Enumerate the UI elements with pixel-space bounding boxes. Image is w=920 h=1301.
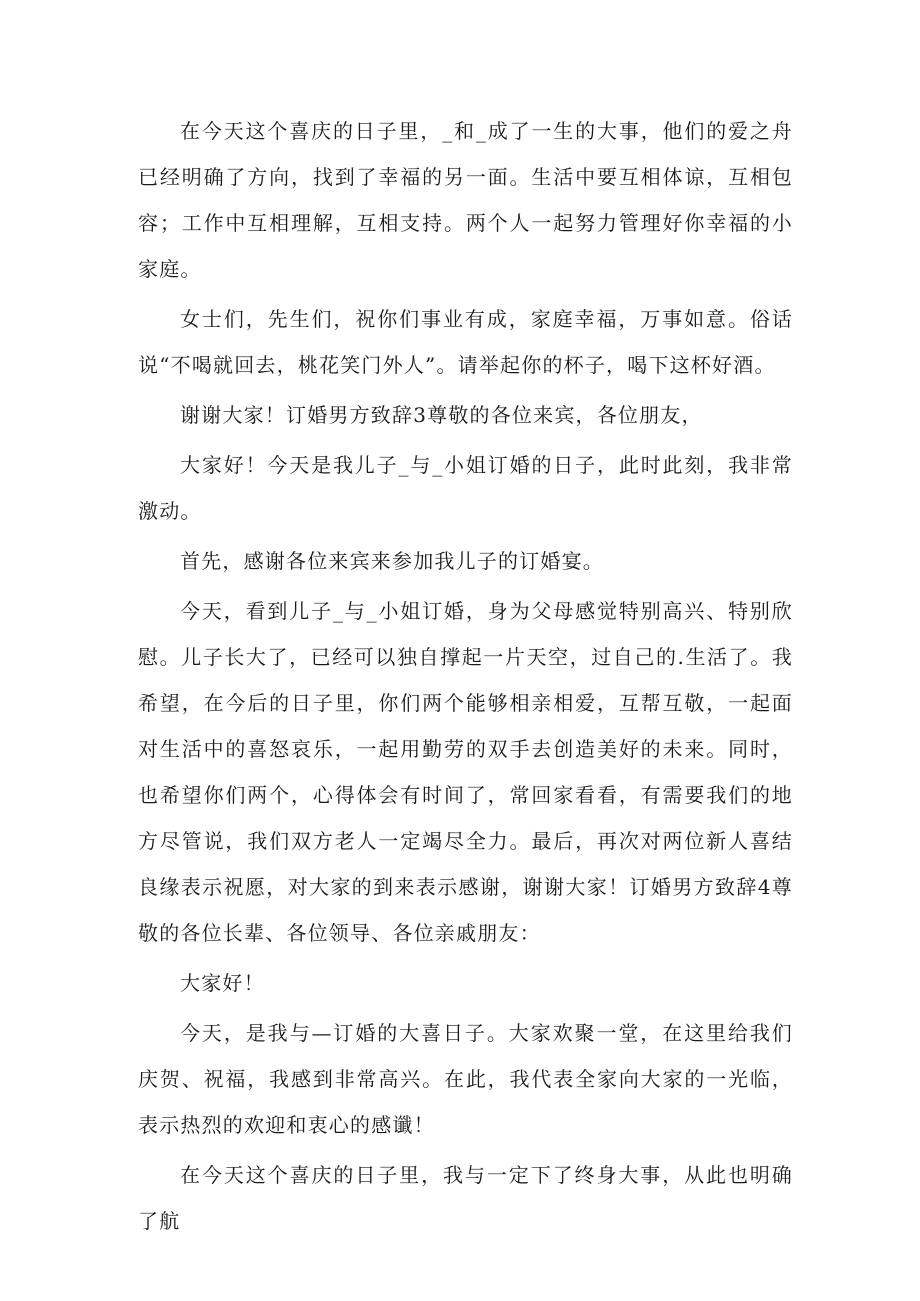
paragraph-9: 在今天这个喜庆的日子里，我与一定下了终身大事，从此也明确了航 — [138, 1163, 793, 1233]
paragraph-7: 大家好！ — [180, 971, 265, 995]
paragraph-3: 谢谢大家！订婚男方致辞3尊敬的各位来宾，各位朋友， — [180, 403, 703, 427]
paragraph-5: 首先，感谢各位来宾来参加我儿子的订婚宴。 — [180, 549, 604, 573]
paragraph-4: 大家好！今天是我儿子_与_小姐订婚的日子，此时此刻，我非常激动。 — [138, 453, 793, 523]
paragraph-6: 今天，看到儿子_与_小姐订婚，身为父母感觉特别高兴、特别欣慰。儿子长大了，已经可以独自撑起一片天空，过自己的.生活了。我希望，在今后的日子里，你们两个能够相亲相爱，互帮互敬，一起面对生活中的喜怒哀乐，一起用勤劳的双手去创造美好的未来。同时，也希望你们两个，心得体会有时间了，常回家看看，有需要我们的地方尽管说，我们双方老人一定竭尽全力。最后，再次对两位新人喜结良缘表示祝愿，对大家的到来表示感谢，谢谢大家！订婚男方致辞4尊敬的各位长辈、各位领导、各位亲戚朋友： — [138, 599, 793, 945]
paragraph-1: 在今天这个喜庆的日子里，_和_成了一生的大事，他们的爱之舟已经明确了方向，找到了幸福的另一面。生活中要互相体谅，互相包容；工作中互相理解，互相支持。两个人一起努力管理好你幸福的小家庭。 — [138, 119, 793, 281]
document-body — [138, 108, 793, 1248]
paragraph-8: 今天，是我与—订婚的大喜日子。大家欢聚一堂，在这里给我们庆贺、祝福，我感到非常高兴。在此，我代表全家向大家的一光临，表示热烈的欢迎和衷心的感谶！ — [138, 1021, 793, 1137]
paragraph-2: 女士们，先生们，祝你们事业有成，家庭幸福，万事如意。俗话说“不喝就回去，桃花笑门外人”。请举起你的杯子，喝下这杯好酒。 — [138, 307, 793, 377]
